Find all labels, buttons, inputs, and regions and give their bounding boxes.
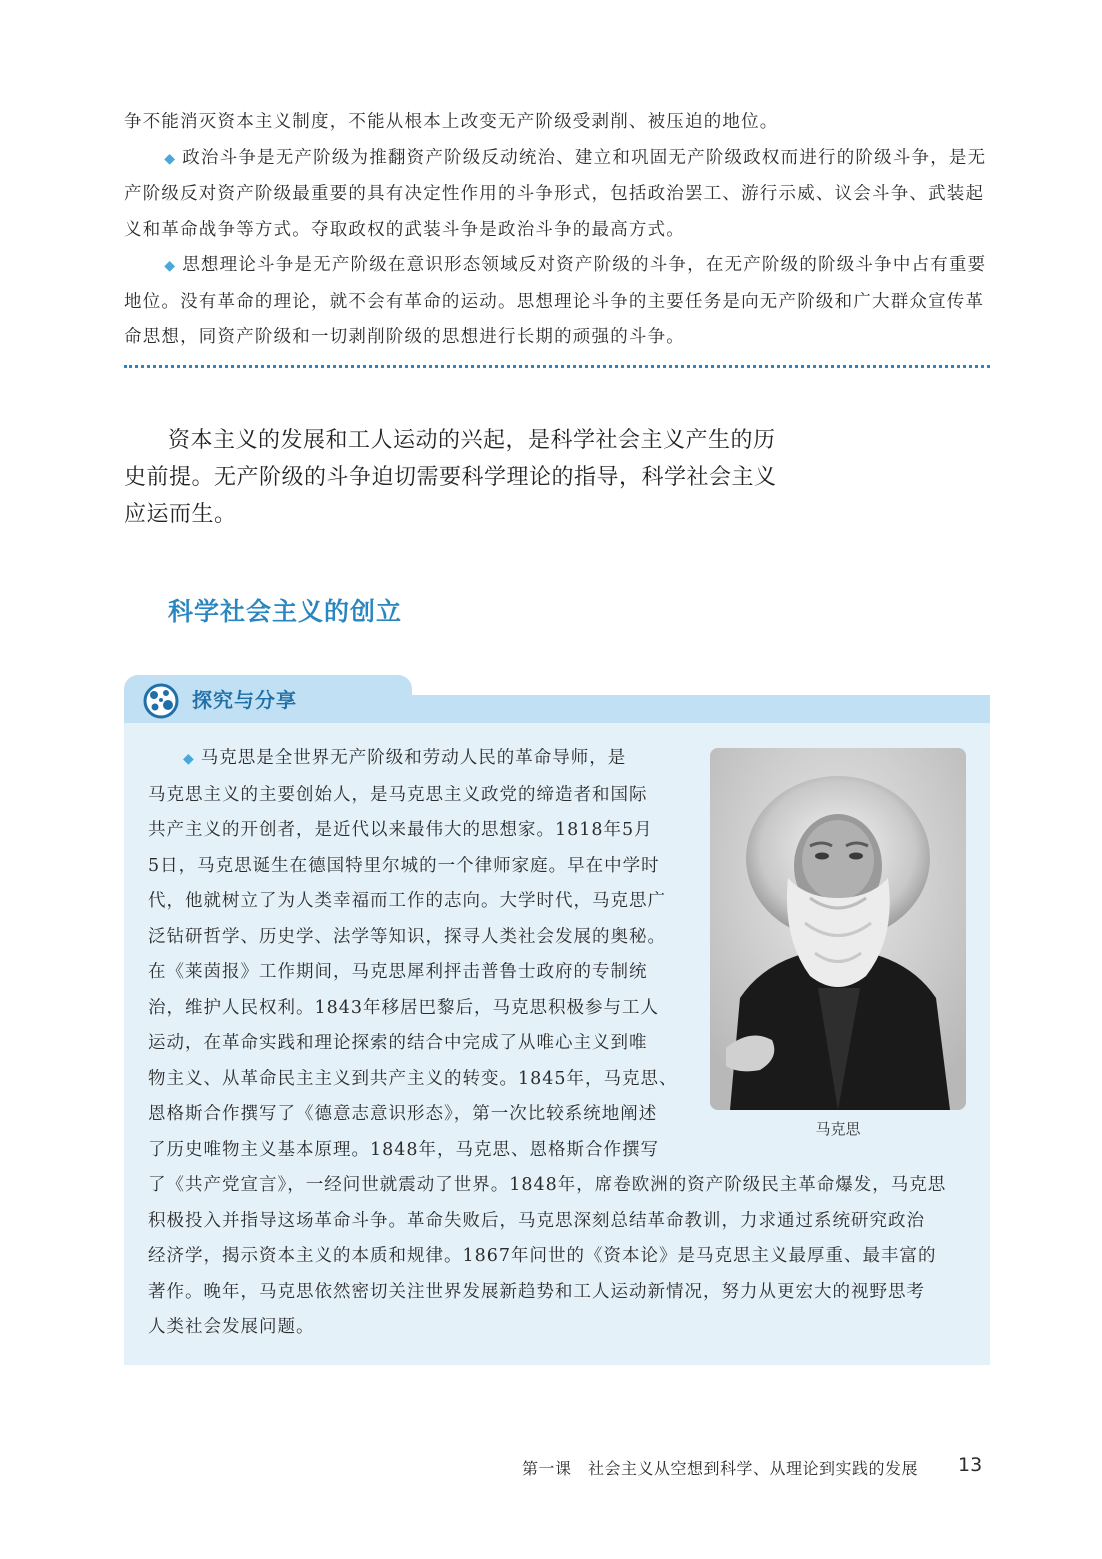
explore-line: 治，维护人民权利。1843年移居巴黎后，马克思积极参与工人: [148, 997, 660, 1018]
explore-line: 了历史唯物主义基本原理。1848年，马克思、恩格斯合作撰写: [148, 1139, 660, 1160]
political-struggle-paragraph: [124, 141, 990, 249]
ideological-struggle-paragraph: [124, 248, 990, 356]
explore-line: 泛钻研哲学、历史学、法学等知识，探寻人类社会发展的奥秘。: [148, 926, 666, 947]
footer-lesson-title: 第一课 社会主义从空想到科学、从理论到实践的发展: [522, 1459, 919, 1478]
explore-title: 探究与分享: [192, 688, 297, 712]
explore-line: 共产主义的开创者，是近代以来最伟大的思想家。1818年5月: [148, 820, 653, 840]
explore-line: 著作。晚年，马克思依然密切关注世界发展新趋势和工人运动新情况，努力从更宏大的视野思考: [148, 1281, 925, 1302]
ideological-struggle-text: 思想理论斗争是无产阶级在意识形态领域反对资产阶级的斗争，在无产阶级的阶级斗争中占有重要地位。没有革命的理论，就不会有革命的运动。思想理论斗争的主要任务是向无产阶级和广大群众宣传革命思想，同资产阶级和一切剥削阶级的思想进行长期的顽强的斗争。: [124, 255, 987, 347]
political-struggle-text: 政治斗争是无产阶级为推翻资产阶级反动统治、建立和巩固无产阶级政权而进行的阶级斗争，是无产阶级反对资产阶级最重要的具有决定性作用的斗争形式，包括政治罢工、游行示威、议会斗争、武装起义和革命战争等方式。夺取政权的武装斗争是政治斗争的最高方式。: [124, 147, 987, 240]
explore-line: 代，他就树立了为人类幸福而工作的志向。大学时代，马克思广: [148, 891, 666, 911]
explore-line: 积极投入并指导这场革命斗争。革命失败后，马克思深刻总结革命教训，力求通过系统研究政治: [148, 1210, 925, 1231]
main-paragraph: [124, 422, 784, 533]
struggle-box: [124, 105, 990, 356]
explore-line: 人类社会发展问题。: [148, 1317, 315, 1337]
explore-line: [148, 741, 728, 778]
explore-line: 经济学，揭示资本主义的本质和规律。1867年问世的《资本论》是马克思主义最厚重、最丰富的: [148, 1246, 937, 1266]
page-number: 13: [958, 1454, 983, 1476]
photo-caption: 马克思: [815, 1120, 861, 1138]
dotted-divider: [124, 365, 990, 368]
struggle-line-continued: 争不能消灭资本主义制度，不能从根本上改变无产阶级受剥削、被压迫的地位。: [124, 112, 779, 132]
explore-line: 了《共产党宣言》，一经问世就震动了世界。1848年，席卷欧洲的资产阶级民主革命爆发，马克思: [148, 1175, 947, 1195]
main-paragraph-text: 资本主义的发展和工人运动的兴起，是科学社会主义产生的历史前提。无产阶级的斗争迫切需要科学理论的指导，科学社会主义应运而生。: [124, 428, 777, 527]
explore-line: 5日，马克思诞生在德国特里尔城的一个律师家庭。早在中学时: [148, 855, 660, 876]
diamond-bullet-icon: ◆: [183, 751, 195, 767]
explore-line: 马克思主义的主要创始人，是马克思主义政党的缔造者和国际: [148, 784, 648, 805]
explore-text: [148, 741, 970, 1346]
explore-line: 运动，在革命实践和理论探索的结合中完成了从唯心主义到唯: [148, 1033, 648, 1053]
explore-line: 恩格斯合作撰写了《德意志意识形态》，第一次比较系统地阐述: [148, 1104, 658, 1124]
explore-line-text: 马克思是全世界无产阶级和劳动人民的革命导师，是: [200, 748, 627, 768]
explore-line: 物主义、从革命民主主义到共产主义的转变。1845年，马克思、: [148, 1068, 678, 1089]
section-title: 科学社会主义的创立: [168, 597, 403, 626]
diamond-bullet-icon: ◆: [164, 150, 177, 167]
explore-share-icon: [142, 682, 180, 720]
explore-line: 在《莱茵报》工作期间，马克思犀利抨击普鲁士政府的专制统: [148, 962, 648, 982]
diamond-bullet-icon: ◆: [164, 258, 177, 274]
